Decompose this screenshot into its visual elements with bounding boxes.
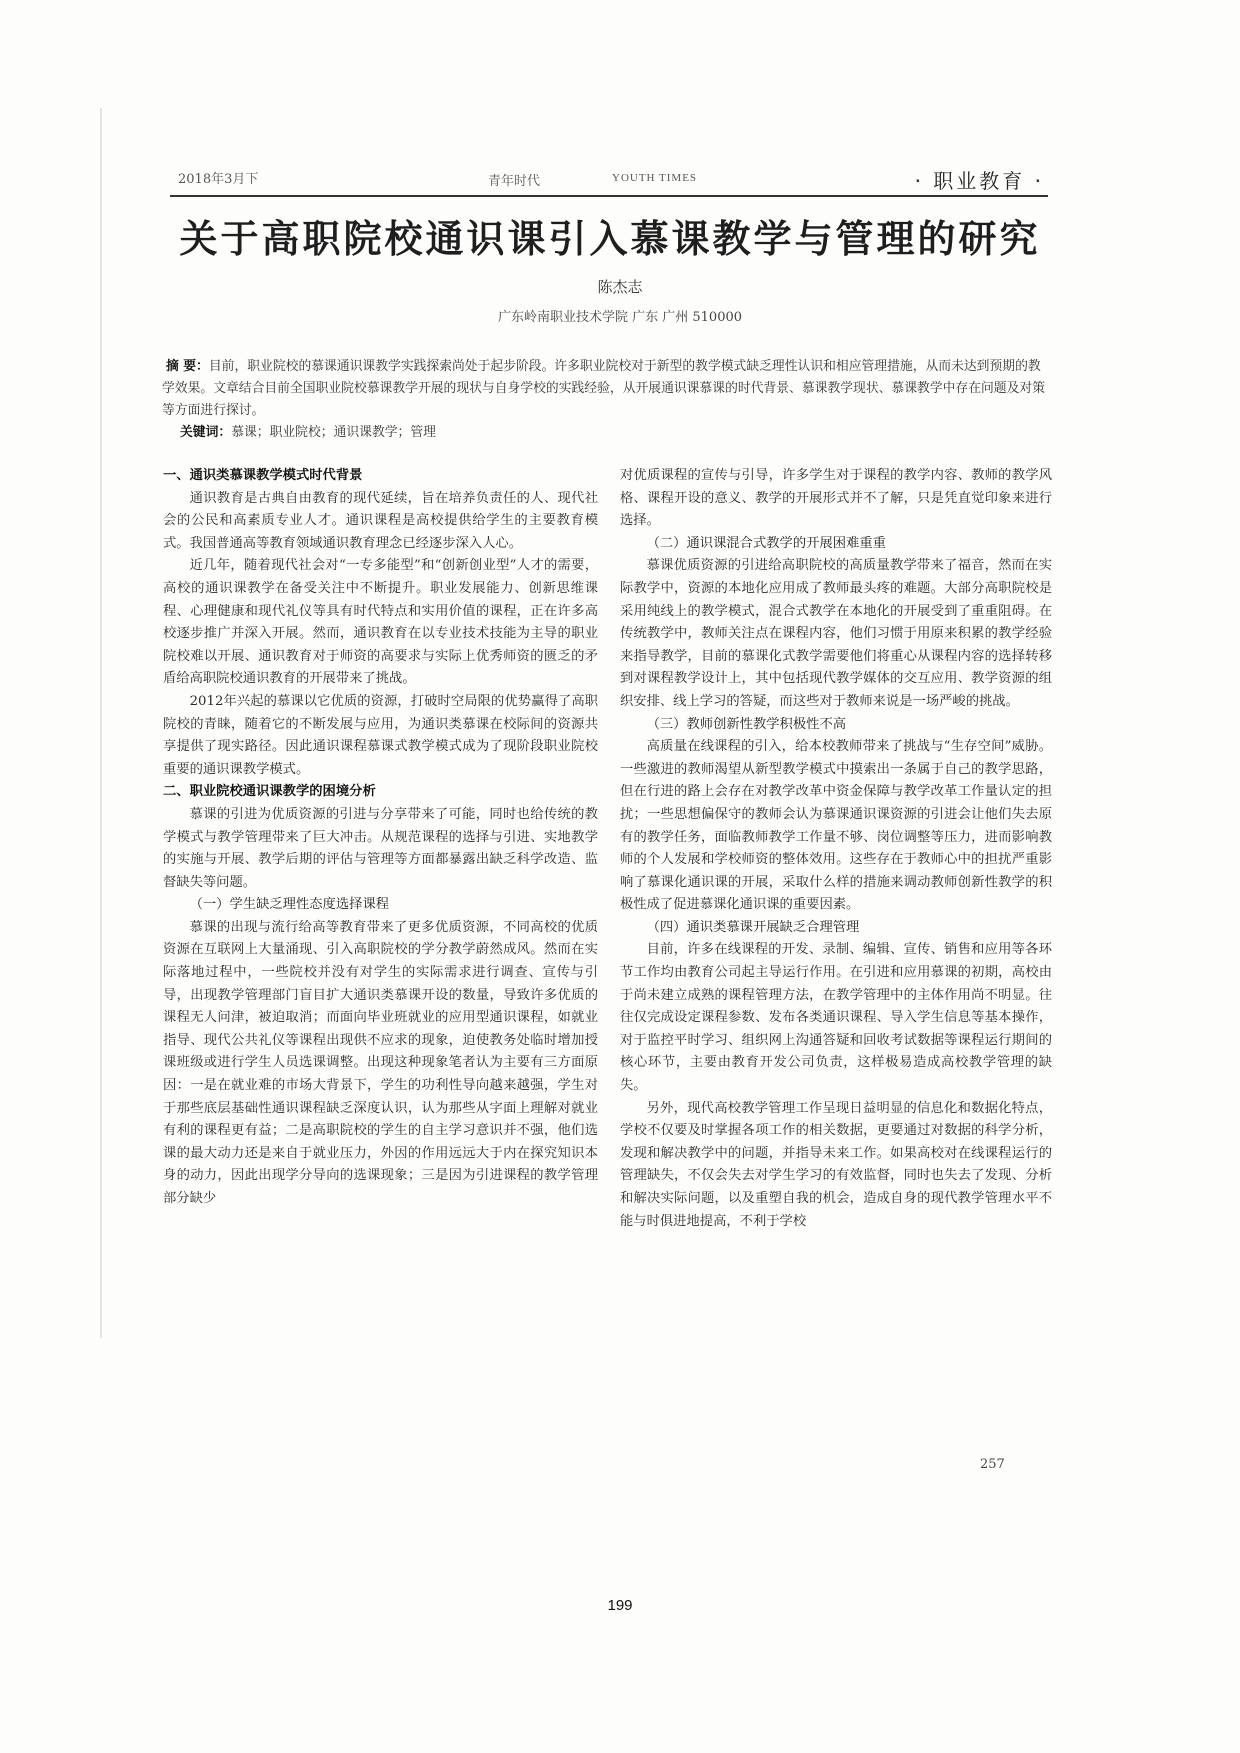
paragraph: 慕课的出现与流行给高等教育带来了更多优质资源，不同高校的优质资源在互联网上大量涌现、引入高职院校的学分教学蔚然成风。然而在实际落地过程中，一些院校并没有对学生的实际需求进行调查、宣传与引导，出现教学管理部门盲目扩大通识类慕课开设的数量，导致许多优质的课程无人问津，被迫取消；而面向毕业班就业的应用型通识课程，如就业指导、现代公共礼仪等课程出现供不应求的现象，迫使教务处临时增加授课班级或进行学生人员选课调整。出现这种现象笔者认为主要有三方面原因：一是在就业难的市场大背景下，学生的功利性导向越来越强，学生对于那些底层基础性通识课程缺乏深度认识，认为那些从字面上理解对就业有利的课程更有益；二是高职院校的学生的自主学习意识并不强，他们选课的最大动力还是来自于就业压力，外因的作用远远大于内在探究知识本身的动力，因此出现学分导向的选课现象；三是因为引进课程的教学管理部分缺少: [163, 919, 598, 1206]
subsection-heading: （二）通识课混合式教学的开展困难重重: [646, 535, 886, 551]
magazine-name-en: YOUTH TIMES: [612, 172, 698, 184]
abstract: [162, 356, 1050, 422]
issue-date: 2018年3月下: [178, 172, 259, 187]
article-title: 关于高职院校通识课引入慕课教学与管理的研究: [179, 217, 1041, 261]
paragraph: 目前，许多在线课程的开发、录制、编辑、宣传、销售和应用等各环节工作均由教育公司起主导运行作用。在引进和应用慕课的初期，高校由于尚未建立成熟的课程管理方法，在教学管理中的主体作用尚不明显。往往仅完成设定课程参数、发布各类通识课程、导入学生信息等基本操作，对于监控平时学习、组织网上沟通答疑和回收考试数据等课程运行期间的核心环节，主要由教育开发公司负责，这样极易造成高校教学管理的缺失。: [620, 942, 1052, 1094]
keywords-text: 慕课；职业院校；通识课教学；管理: [231, 425, 436, 440]
keywords: [180, 422, 1050, 444]
journal-page-number: 257: [980, 1457, 1005, 1472]
running-header: [170, 162, 1044, 196]
paragraph: 慕课优质资源的引进给高职院校的高质量教学带来了福音，然而在实际教学中，资源的本地化应用成了教师最头疼的难题。大部分高职院校是采用纯线上的教学模式，混合式教学在本地化的开展受到了重重阻碍。在传统教学中，教师关注点在课程内容，他们习惯于用原来积累的教学经验来指导教学，目前的慕课化式教学需要他们将重心从课程内容的选择转移到对课程教学设计上，其中包括现代教学媒体的交互应用、教学资源的组织安排、线上学习的答疑，而这些对于教师来说是一场严峻的挑战。: [620, 558, 1052, 709]
subsection-heading: （四）通识类慕课开展缺乏合理管理: [646, 919, 860, 935]
subsection-heading: （三）教师创新性教学积极性不高: [646, 716, 847, 732]
right-column: [620, 465, 1052, 1233]
section-heading: 二、职业院校通识课教学的困境分析: [163, 784, 376, 800]
paragraph-continued: 对优质课程的宣传与引导，许多学生对于课程的教学内容、教师的教学风格、课程开设的意义、教学的开展形式并不了解，只是凭直觉印象来进行选择。: [620, 468, 1052, 529]
subsection-heading: （一）学生缺乏理性态度选择课程: [189, 897, 390, 913]
paragraph: 通识教育是古典自由教育的现代延续，旨在培养负责任的人、现代社会的公民和高素质专业人才。通识课程是高校提供给学生的主要教育模式。我国普通高等教育领域通识教育理念已经逐步深入人心。: [163, 490, 598, 551]
author-affiliation: 广东岭南职业技术学院 广东 广州 510000: [497, 310, 743, 325]
abstract-text: 目前，职业院校的慕课通识课教学实践探索尚处于起步阶段。许多职业院校对于新型的教学模式缺乏理性认识和相应管理措施，从而未达到预期的教学效果。文章结合目前全国职业院校慕课教学开展的现状与自身学校的实践经验，从开展通识课慕课的时代背景、慕课教学现状、慕课教学中存在问题及对策等方面进行探讨。: [162, 359, 1045, 418]
section-heading: 一、通识类慕课教学模式时代背景: [163, 468, 363, 483]
pdf-page-number: 199: [607, 1597, 633, 1614]
header-rule: [170, 195, 1048, 197]
section-name: · 职业教育 ·: [914, 169, 1044, 193]
magazine-name: 青年时代: [488, 174, 541, 189]
paragraph: 慕课的引进为优质资源的引进与分享带来了可能，同时也给传统的教学模式与教学管理带来了巨大冲击。从规范课程的选择与引进、实地教学的实施与开展、教学后期的评估与管理等方面都暴露出缺乏科学改造、监督缺失等问题。: [163, 806, 598, 890]
paragraph: 近几年，随着现代社会对“一专多能型”和“创新创业型”人才的需要，高校的通识课教学在备受关注中不断提升。职业发展能力、创新思维课程、心理健康和现代礼仪等具有时代特点和实用价值的课程，正在许多高校逐步推广并深入开展。然而，通识教育在以专业技术技能为主导的职业院校难以开展、通识教育对于师资的高要求与实际上优秀师资的匮乏的矛盾给高职院校通识教育的开展带来了挑战。: [163, 558, 598, 687]
paragraph: 另外，现代高校教学管理工作呈现日益明显的信息化和数据化特点，学校不仅要及时掌握各项工作的相关数据，更要通过对数据的科学分析，发现和解决教学中的问题，并指导未来工作。如果高校对在线课程运行的管理缺失，不仅会失去对学生学习的有效监督，同时也失去了发现、分析和解决实际问题，以及重塑自我的机会，造成自身的现代教学管理水平不能与时俱进地提高，不利于学校: [620, 1100, 1052, 1229]
left-column: [163, 465, 598, 1211]
keywords-label: 关键词：: [180, 425, 232, 440]
article-author: 陈杰志: [597, 278, 643, 296]
paragraph: 2012年兴起的慕课以它优质的资源，打破时空局限的优势赢得了高职院校的青睐，随着它的不断发展与应用，为通识类慕课在校际间的资源共享提供了现实路径。因此通识课程慕课式教学模式成为了现阶段职业院校重要的通识课教学模式。: [163, 693, 598, 777]
paragraph: 高质量在线课程的引入，给本校教师带来了挑战与“生存空间”威胁。一些激进的教师渴望从新型教学模式中摸索出一条属于自己的教学思路，但在行进的路上会存在对教学改革中资金保障与教学改革工作量认定的担扰；一些思想偏保守的教师会认为慕课通识课资源的引进会让他们失去原有的教学任务，面临教师教学工作量不够、岗位调整等压力，进而影响教师的个人发展和学校师资的整体效用。这些存在于教师心中的担扰严重影响了慕课化通识课的开展，采取什么样的措施来调动教师创新性教学的积极性成了促进慕课化通识课的重要因素。: [620, 739, 1052, 913]
abstract-label: 摘 要：: [166, 359, 209, 374]
